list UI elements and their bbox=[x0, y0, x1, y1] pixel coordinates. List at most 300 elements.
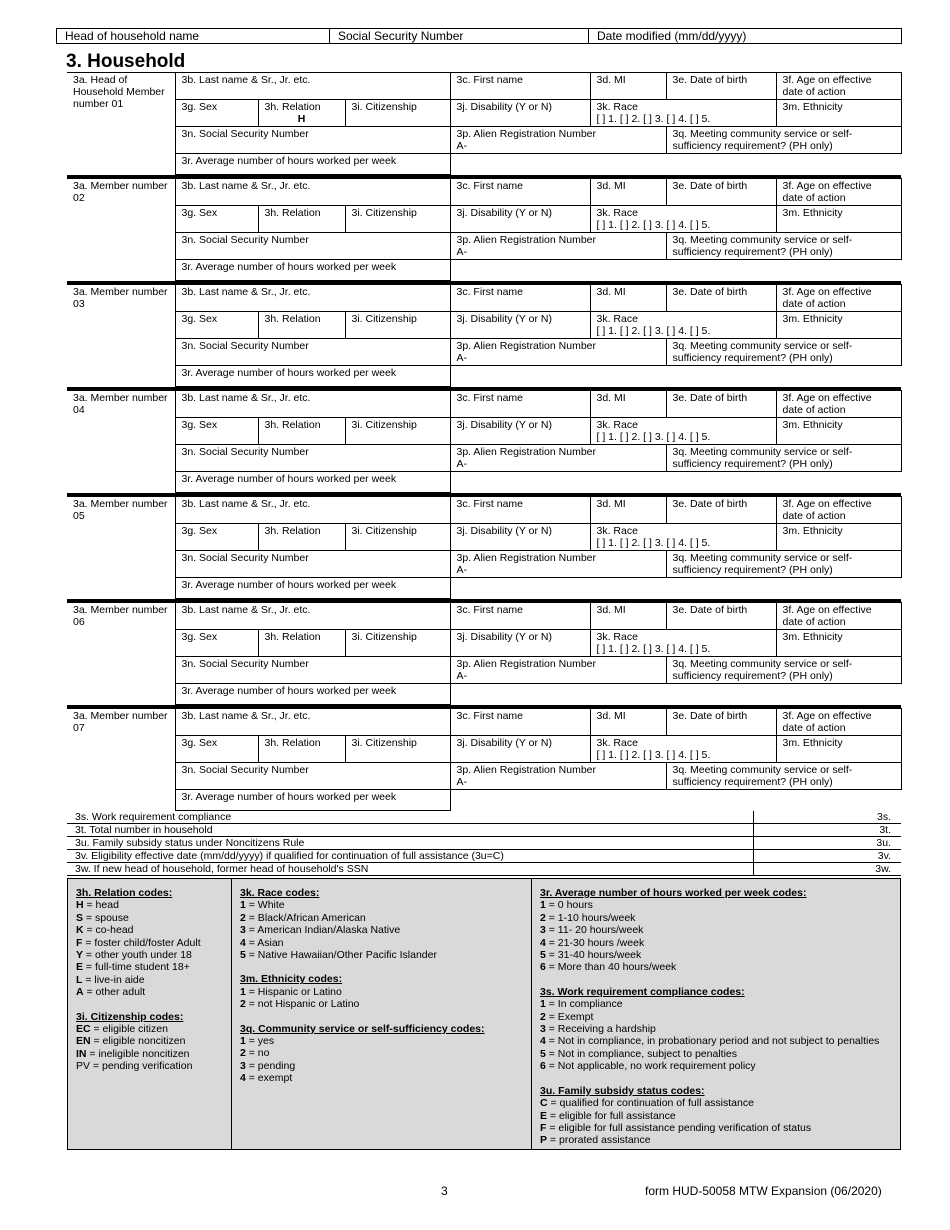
relation-code-item bbox=[76, 949, 223, 961]
age-field[interactable]: 3f. Age on effective date of action bbox=[776, 391, 901, 418]
relation-field[interactable] bbox=[258, 736, 345, 763]
disability-field[interactable]: 3j. Disability (Y or N) bbox=[450, 630, 590, 657]
code-key: 1 bbox=[240, 1035, 246, 1048]
alien-registration-label: 3p. Alien Registration Number bbox=[456, 234, 596, 246]
citizenship-field[interactable]: 3i. Citizenship bbox=[345, 524, 450, 551]
code-desc: = exempt bbox=[245, 1072, 293, 1085]
code-key: E bbox=[76, 961, 84, 974]
code-desc: = More than 40 hours/week bbox=[545, 961, 677, 974]
work-code-item bbox=[540, 998, 892, 1010]
last-name-field[interactable]: 3b. Last name & Sr., Jr. etc. bbox=[175, 391, 450, 418]
code-desc: = eligible for full assistance pending verification of status bbox=[546, 1121, 812, 1134]
summary-label: 3v. Eligibility effective date (mm/dd/yyyy) if qualified for continuation of full assistance (3u=C) bbox=[67, 850, 754, 863]
date-modified-field[interactable]: Date modified (mm/dd/yyyy) bbox=[597, 29, 747, 43]
first-name-field[interactable]: 3c. First name bbox=[450, 285, 590, 312]
code-key: P bbox=[540, 1134, 548, 1147]
citizenship-field[interactable]: 3i. Citizenship bbox=[345, 100, 450, 127]
race-code-item bbox=[240, 899, 523, 911]
code-desc: = 11- 20 hours/week bbox=[545, 924, 644, 937]
community-service-field[interactable]: 3q. Meeting community service or self-sufficiency requirement? (PH only) bbox=[666, 551, 901, 578]
member-block bbox=[67, 72, 901, 175]
code-desc: = other adult bbox=[83, 986, 146, 999]
code-desc: = head bbox=[83, 899, 119, 912]
race-code-item bbox=[240, 924, 523, 936]
code-desc: = eligible for full assistance bbox=[547, 1109, 676, 1122]
code-key: 2 bbox=[240, 1047, 246, 1060]
last-name-field[interactable]: 3b. Last name & Sr., Jr. etc. bbox=[175, 285, 450, 312]
blank-cell bbox=[450, 472, 901, 493]
age-field[interactable]: 3f. Age on effective date of action bbox=[776, 285, 901, 312]
summary-row bbox=[67, 850, 901, 863]
citizenship-field[interactable]: 3i. Citizenship bbox=[345, 630, 450, 657]
relation-field[interactable] bbox=[258, 206, 345, 233]
age-field[interactable]: 3f. Age on effective date of action bbox=[776, 709, 901, 736]
ethnicity-field[interactable]: 3m. Ethnicity bbox=[776, 418, 901, 445]
alien-registration-field[interactable] bbox=[450, 551, 666, 578]
code-desc: = Not in compliance, in probationary period and not subject to penalties bbox=[545, 1035, 880, 1048]
mi-field[interactable]: 3d. MI bbox=[590, 179, 666, 206]
ssn-member-field[interactable]: 3n. Social Security Number bbox=[175, 339, 450, 366]
race-label: 3k. Race bbox=[596, 525, 638, 537]
code-key: EC bbox=[76, 1023, 91, 1036]
codes-legend bbox=[67, 878, 901, 1150]
code-key: 1 bbox=[240, 985, 246, 998]
alien-registration-field[interactable] bbox=[450, 233, 666, 260]
code-key: S bbox=[76, 911, 84, 924]
code-desc: = Exempt bbox=[545, 1010, 594, 1023]
code-desc: = ineligible noncitizen bbox=[86, 1047, 190, 1060]
ssn-member-field[interactable]: 3n. Social Security Number bbox=[175, 127, 450, 154]
sex-field[interactable]: 3g. Sex bbox=[175, 630, 258, 657]
disability-field[interactable]: 3j. Disability (Y or N) bbox=[450, 418, 590, 445]
dob-field[interactable]: 3e. Date of birth bbox=[666, 179, 776, 206]
sex-field[interactable]: 3g. Sex bbox=[175, 206, 258, 233]
member-number-label: 3a. Head of Household Member number 01 bbox=[67, 73, 175, 175]
alien-prefix: A- bbox=[456, 140, 467, 152]
first-name-field[interactable]: 3c. First name bbox=[450, 603, 590, 630]
race-checkboxes[interactable]: [ ] 1. [ ] 2. [ ] 3. [ ] 4. [ ] 5. bbox=[596, 219, 711, 231]
community-code-item bbox=[240, 1047, 523, 1059]
relation-field[interactable] bbox=[258, 312, 345, 339]
ssn-field[interactable]: Social Security Number bbox=[330, 29, 589, 43]
member-number-label: 3a. Member number 06 bbox=[67, 603, 175, 705]
summary-label: 3u. Family subsidy status under Noncitizens Rule bbox=[67, 837, 754, 850]
dob-field[interactable]: 3e. Date of birth bbox=[666, 391, 776, 418]
last-name-field[interactable]: 3b. Last name & Sr., Jr. etc. bbox=[175, 179, 450, 206]
race-field[interactable] bbox=[590, 736, 776, 763]
disability-field[interactable]: 3j. Disability (Y or N) bbox=[450, 312, 590, 339]
code-desc: = eligible citizen bbox=[90, 1023, 168, 1036]
first-name-field[interactable]: 3c. First name bbox=[450, 391, 590, 418]
age-field[interactable]: 3f. Age on effective date of action bbox=[776, 603, 901, 630]
citizenship-code-item bbox=[76, 1048, 223, 1060]
code-desc: = full-time student 18+ bbox=[83, 961, 190, 974]
subsidy-code-item bbox=[540, 1097, 892, 1109]
code-desc: = White bbox=[245, 899, 285, 912]
race-checkboxes[interactable]: [ ] 1. [ ] 2. [ ] 3. [ ] 4. [ ] 5. bbox=[596, 643, 711, 655]
hours-worked-field[interactable]: 3r. Average number of hours worked per week bbox=[175, 472, 450, 493]
code-desc: = Hispanic or Latino bbox=[245, 985, 342, 998]
ssn-member-field[interactable]: 3n. Social Security Number bbox=[175, 763, 450, 790]
summary-label: 3w. If new head of household, former head of household's SSN bbox=[67, 863, 754, 876]
sex-field[interactable]: 3g. Sex bbox=[175, 736, 258, 763]
race-label: 3k. Race bbox=[596, 419, 638, 431]
race-field[interactable] bbox=[590, 100, 776, 127]
code-key: 1 bbox=[540, 998, 546, 1011]
race-code-item bbox=[240, 937, 523, 949]
first-name-field[interactable]: 3c. First name bbox=[450, 497, 590, 524]
codes-column-2 bbox=[231, 879, 531, 1149]
hours-worked-field[interactable]: 3r. Average number of hours worked per week bbox=[175, 366, 450, 387]
form-id: form HUD-50058 MTW Expansion (06/2020) bbox=[645, 1184, 882, 1198]
codes-column-1 bbox=[68, 879, 231, 1149]
code-key: E bbox=[540, 1109, 548, 1122]
mi-field[interactable]: 3d. MI bbox=[590, 603, 666, 630]
disability-field[interactable]: 3j. Disability (Y or N) bbox=[450, 100, 590, 127]
relation-label: 3h. Relation bbox=[264, 419, 321, 431]
dob-field[interactable]: 3e. Date of birth bbox=[666, 497, 776, 524]
member-block bbox=[67, 284, 901, 387]
citizenship-code-item bbox=[76, 1035, 223, 1047]
member-block bbox=[67, 390, 901, 493]
code-key: 2 bbox=[240, 911, 246, 924]
code-key: 5 bbox=[240, 949, 246, 962]
race-field[interactable] bbox=[590, 312, 776, 339]
code-key: L bbox=[76, 973, 83, 986]
first-name-field[interactable]: 3c. First name bbox=[450, 179, 590, 206]
race-label: 3k. Race bbox=[596, 313, 638, 325]
dob-field[interactable]: 3e. Date of birth bbox=[666, 709, 776, 736]
code-key: A bbox=[76, 986, 84, 999]
alien-registration-field[interactable] bbox=[450, 445, 666, 472]
community-service-field[interactable]: 3q. Meeting community service or self-sufficiency requirement? (PH only) bbox=[666, 339, 901, 366]
hours-code-item bbox=[540, 899, 892, 911]
community-service-field[interactable]: 3q. Meeting community service or self-sufficiency requirement? (PH only) bbox=[666, 233, 901, 260]
relation-code-item bbox=[76, 899, 223, 911]
sex-field[interactable]: 3g. Sex bbox=[175, 418, 258, 445]
citizenship-field[interactable]: 3i. Citizenship bbox=[345, 418, 450, 445]
code-key: 4 bbox=[240, 1072, 246, 1085]
race-field[interactable] bbox=[590, 524, 776, 551]
alien-registration-label: 3p. Alien Registration Number bbox=[456, 128, 596, 140]
community-code-item bbox=[240, 1035, 523, 1047]
relation-field[interactable] bbox=[258, 418, 345, 445]
subsidy-codes-title: 3u. Family subsidy status codes: bbox=[540, 1084, 705, 1097]
blank-cell bbox=[450, 154, 901, 175]
last-name-field[interactable]: 3b. Last name & Sr., Jr. etc. bbox=[175, 603, 450, 630]
member-block bbox=[67, 602, 901, 705]
mi-field[interactable]: 3d. MI bbox=[590, 391, 666, 418]
relation-code-item bbox=[76, 961, 223, 973]
summary-row bbox=[67, 863, 901, 876]
code-key: 5 bbox=[540, 949, 546, 962]
code-desc: = Asian bbox=[245, 936, 284, 949]
code-desc: = no bbox=[245, 1047, 270, 1060]
code-desc: = other youth under 18 bbox=[83, 949, 192, 962]
ssn-member-field[interactable]: 3n. Social Security Number bbox=[175, 445, 450, 472]
summary-input[interactable]: 3s. bbox=[754, 811, 902, 824]
alien-registration-field[interactable] bbox=[450, 127, 666, 154]
alien-registration-label: 3p. Alien Registration Number bbox=[456, 658, 596, 670]
last-name-field[interactable]: 3b. Last name & Sr., Jr. etc. bbox=[175, 497, 450, 524]
race-code-item bbox=[240, 949, 523, 961]
relation-value: H bbox=[297, 113, 306, 125]
code-desc: = yes bbox=[245, 1035, 275, 1048]
alien-registration-label: 3p. Alien Registration Number bbox=[456, 446, 596, 458]
code-key: 1 bbox=[540, 899, 546, 912]
relation-label: 3h. Relation bbox=[264, 207, 321, 219]
subsidy-code-item bbox=[540, 1110, 892, 1122]
race-checkboxes[interactable]: [ ] 1. [ ] 2. [ ] 3. [ ] 4. [ ] 5. bbox=[596, 749, 711, 761]
code-desc: = 31-40 hours/week bbox=[545, 949, 642, 962]
ssn-member-field[interactable]: 3n. Social Security Number bbox=[175, 551, 450, 578]
alien-registration-field[interactable] bbox=[450, 763, 666, 790]
member-number-label: 3a. Member number 07 bbox=[67, 709, 175, 811]
hours-codes-title: 3r. Average number of hours worked per week codes: bbox=[540, 887, 807, 899]
sex-field[interactable]: 3g. Sex bbox=[175, 312, 258, 339]
citizenship-code-item bbox=[76, 1023, 223, 1035]
alien-registration-field[interactable] bbox=[450, 339, 666, 366]
community-service-field[interactable]: 3q. Meeting community service or self-sufficiency requirement? (PH only) bbox=[666, 445, 901, 472]
summary-input[interactable]: 3u. bbox=[754, 837, 902, 850]
hours-code-item bbox=[540, 924, 892, 936]
relation-field[interactable] bbox=[258, 630, 345, 657]
code-desc: = not Hispanic or Latino bbox=[245, 998, 360, 1011]
work-code-item bbox=[540, 1023, 892, 1035]
household-summary bbox=[67, 811, 901, 876]
last-name-field[interactable]: 3b. Last name & Sr., Jr. etc. bbox=[175, 709, 450, 736]
code-desc: = live-in aide bbox=[82, 973, 145, 986]
ethnicity-field[interactable]: 3m. Ethnicity bbox=[776, 312, 901, 339]
ssn-member-field[interactable]: 3n. Social Security Number bbox=[175, 657, 450, 684]
code-desc: = 21-30 hours /week bbox=[545, 936, 645, 949]
race-field[interactable] bbox=[590, 418, 776, 445]
head-of-household-name-field[interactable]: Head of household name bbox=[57, 29, 330, 43]
relation-code-item bbox=[76, 937, 223, 949]
code-desc: = Receiving a hardship bbox=[545, 1023, 656, 1036]
age-field[interactable]: 3f. Age on effective date of action bbox=[776, 179, 901, 206]
code-key: IN bbox=[76, 1047, 87, 1060]
ethnicity-codes-title: 3m. Ethnicity codes: bbox=[240, 973, 343, 986]
mi-field[interactable]: 3d. MI bbox=[590, 73, 666, 100]
age-field[interactable]: 3f. Age on effective date of action bbox=[776, 497, 901, 524]
alien-registration-label: 3p. Alien Registration Number bbox=[456, 764, 596, 776]
citizenship-code-item bbox=[76, 1060, 223, 1072]
race-label: 3k. Race bbox=[596, 737, 638, 749]
alien-registration-label: 3p. Alien Registration Number bbox=[456, 552, 596, 564]
race-checkboxes[interactable]: [ ] 1. [ ] 2. [ ] 3. [ ] 4. [ ] 5. bbox=[596, 113, 711, 125]
community-service-field[interactable]: 3q. Meeting community service or self-sufficiency requirement? (PH only) bbox=[666, 657, 901, 684]
dob-field[interactable]: 3e. Date of birth bbox=[666, 285, 776, 312]
ssn-member-field[interactable]: 3n. Social Security Number bbox=[175, 233, 450, 260]
ethnicity-field[interactable]: 3m. Ethnicity bbox=[776, 100, 901, 127]
code-key: H bbox=[76, 899, 84, 912]
relation-code-item bbox=[76, 974, 223, 986]
summary-row bbox=[67, 837, 901, 850]
race-checkboxes[interactable]: [ ] 1. [ ] 2. [ ] 3. [ ] 4. [ ] 5. bbox=[596, 537, 711, 549]
alien-prefix: A- bbox=[456, 776, 467, 788]
relation-code-item bbox=[76, 986, 223, 998]
subsidy-code-item bbox=[540, 1134, 892, 1146]
race-label: 3k. Race bbox=[596, 101, 638, 113]
alien-prefix: A- bbox=[456, 246, 467, 258]
code-desc: = Not applicable, no work requirement policy bbox=[545, 1060, 756, 1073]
relation-label: 3h. Relation bbox=[264, 631, 321, 643]
summary-label: 3s. Work requirement compliance bbox=[67, 811, 754, 824]
alien-prefix: A- bbox=[456, 670, 467, 682]
member-number-label: 3a. Member number 05 bbox=[67, 497, 175, 599]
member-number-label: 3a. Member number 02 bbox=[67, 179, 175, 281]
code-desc: PV = pending verification bbox=[76, 1060, 193, 1073]
race-checkboxes[interactable]: [ ] 1. [ ] 2. [ ] 3. [ ] 4. [ ] 5. bbox=[596, 325, 711, 337]
citizenship-codes-title: 3i. Citizenship codes: bbox=[76, 1010, 184, 1023]
work-code-item bbox=[540, 1035, 892, 1047]
last-name-field[interactable]: 3b. Last name & Sr., Jr. etc. bbox=[175, 73, 450, 100]
sex-field[interactable]: 3g. Sex bbox=[175, 100, 258, 127]
code-key: C bbox=[540, 1097, 548, 1110]
race-field[interactable] bbox=[590, 206, 776, 233]
code-key: K bbox=[76, 924, 84, 937]
codes-column-3 bbox=[531, 879, 900, 1149]
sex-field[interactable]: 3g. Sex bbox=[175, 524, 258, 551]
code-key: F bbox=[540, 1121, 547, 1134]
hours-worked-field[interactable]: 3r. Average number of hours worked per week bbox=[175, 790, 450, 811]
age-field[interactable]: 3f. Age on effective date of action bbox=[776, 73, 901, 100]
code-key: F bbox=[76, 936, 83, 949]
disability-field[interactable]: 3j. Disability (Y or N) bbox=[450, 206, 590, 233]
mi-field[interactable]: 3d. MI bbox=[590, 709, 666, 736]
blank-cell bbox=[450, 578, 901, 599]
race-label: 3k. Race bbox=[596, 207, 638, 219]
summary-row bbox=[67, 824, 901, 837]
subsidy-code-item bbox=[540, 1122, 892, 1134]
ethnicity-field[interactable]: 3m. Ethnicity bbox=[776, 736, 901, 763]
code-desc: = co-head bbox=[83, 924, 134, 937]
code-key: 5 bbox=[540, 1047, 546, 1060]
hours-worked-field[interactable]: 3r. Average number of hours worked per week bbox=[175, 260, 450, 281]
work-codes-title: 3s. Work requirement compliance codes: bbox=[540, 985, 745, 998]
relation-label: 3h. Relation bbox=[264, 525, 321, 537]
disability-field[interactable]: 3j. Disability (Y or N) bbox=[450, 524, 590, 551]
code-desc: = 0 hours bbox=[545, 899, 593, 912]
citizenship-field[interactable]: 3i. Citizenship bbox=[345, 206, 450, 233]
work-code-item bbox=[540, 1011, 892, 1023]
blank-cell bbox=[450, 684, 901, 705]
community-codes-title: 3q. Community service or self-sufficiency codes: bbox=[240, 1022, 485, 1035]
member-number-label: 3a. Member number 03 bbox=[67, 285, 175, 387]
code-desc: = pending bbox=[245, 1059, 296, 1072]
code-key: 2 bbox=[540, 911, 546, 924]
relation-field[interactable] bbox=[258, 100, 345, 127]
header-bar bbox=[56, 28, 902, 44]
code-key: 6 bbox=[540, 1060, 546, 1073]
first-name-field[interactable]: 3c. First name bbox=[450, 73, 590, 100]
alien-prefix: A- bbox=[456, 352, 467, 364]
code-key: 3 bbox=[540, 924, 546, 937]
race-label: 3k. Race bbox=[596, 631, 638, 643]
code-key: 6 bbox=[540, 961, 546, 974]
code-desc: = Not in compliance, subject to penalties bbox=[545, 1047, 737, 1060]
member-block bbox=[67, 496, 901, 599]
hours-worked-field[interactable]: 3r. Average number of hours worked per week bbox=[175, 684, 450, 705]
relation-field[interactable] bbox=[258, 524, 345, 551]
code-key: EN bbox=[76, 1035, 91, 1048]
blank-cell bbox=[450, 260, 901, 281]
race-field[interactable] bbox=[590, 630, 776, 657]
disability-field[interactable]: 3j. Disability (Y or N) bbox=[450, 736, 590, 763]
relation-code-item bbox=[76, 924, 223, 936]
work-code-item bbox=[540, 1048, 892, 1060]
code-key: 3 bbox=[540, 1023, 546, 1036]
section-title: 3. Household bbox=[66, 51, 186, 72]
race-checkboxes[interactable]: [ ] 1. [ ] 2. [ ] 3. [ ] 4. [ ] 5. bbox=[596, 431, 711, 443]
summary-input[interactable]: 3w. bbox=[754, 863, 902, 876]
alien-prefix: A- bbox=[456, 458, 467, 470]
dob-field[interactable]: 3e. Date of birth bbox=[666, 73, 776, 100]
code-key: 3 bbox=[240, 924, 246, 937]
alien-prefix: A- bbox=[456, 564, 467, 576]
alien-registration-field[interactable] bbox=[450, 657, 666, 684]
ethnicity-code-item bbox=[240, 998, 523, 1010]
ethnicity-field[interactable]: 3m. Ethnicity bbox=[776, 630, 901, 657]
code-desc: = prorated assistance bbox=[547, 1134, 651, 1147]
relation-label: 3h. Relation bbox=[264, 101, 321, 113]
citizenship-field[interactable]: 3i. Citizenship bbox=[345, 736, 450, 763]
work-code-item bbox=[540, 1060, 892, 1072]
community-code-item bbox=[240, 1072, 523, 1084]
community-service-field[interactable]: 3q. Meeting community service or self-sufficiency requirement? (PH only) bbox=[666, 127, 901, 154]
code-key: Y bbox=[76, 949, 84, 962]
ethnicity-field[interactable]: 3m. Ethnicity bbox=[776, 206, 901, 233]
community-code-item bbox=[240, 1060, 523, 1072]
summary-input[interactable]: 3v. bbox=[754, 850, 902, 863]
hours-worked-field[interactable]: 3r. Average number of hours worked per week bbox=[175, 154, 450, 175]
code-key: 2 bbox=[240, 998, 246, 1011]
relation-label: 3h. Relation bbox=[264, 313, 321, 325]
hours-worked-field[interactable]: 3r. Average number of hours worked per week bbox=[175, 578, 450, 599]
code-desc: = eligible noncitizen bbox=[90, 1035, 186, 1048]
summary-row bbox=[67, 811, 901, 824]
hours-code-item bbox=[540, 949, 892, 961]
citizenship-field[interactable]: 3i. Citizenship bbox=[345, 312, 450, 339]
code-desc: = Black/African American bbox=[245, 911, 366, 924]
mi-field[interactable]: 3d. MI bbox=[590, 497, 666, 524]
page-number: 3 bbox=[441, 1184, 448, 1198]
member-block bbox=[67, 708, 901, 811]
first-name-field[interactable]: 3c. First name bbox=[450, 709, 590, 736]
code-key: 4 bbox=[240, 936, 246, 949]
mi-field[interactable]: 3d. MI bbox=[590, 285, 666, 312]
hours-code-item bbox=[540, 937, 892, 949]
relation-codes-title: 3h. Relation codes: bbox=[76, 887, 173, 899]
code-desc: = qualified for continuation of full assistance bbox=[547, 1097, 754, 1110]
code-key: 4 bbox=[540, 936, 546, 949]
code-key: 1 bbox=[240, 899, 246, 912]
code-desc: = 1-10 hours/week bbox=[545, 911, 636, 924]
code-desc: = foster child/foster Adult bbox=[82, 936, 201, 949]
dob-field[interactable]: 3e. Date of birth bbox=[666, 603, 776, 630]
blank-cell bbox=[450, 366, 901, 387]
code-key: 4 bbox=[540, 1035, 546, 1048]
code-desc: = spouse bbox=[83, 911, 129, 924]
ethnicity-field[interactable]: 3m. Ethnicity bbox=[776, 524, 901, 551]
summary-input[interactable]: 3t. bbox=[754, 824, 902, 837]
community-service-field[interactable]: 3q. Meeting community service or self-sufficiency requirement? (PH only) bbox=[666, 763, 901, 790]
code-desc: = American Indian/Alaska Native bbox=[245, 924, 401, 937]
race-code-item bbox=[240, 912, 523, 924]
code-key: 3 bbox=[240, 1059, 246, 1072]
alien-registration-label: 3p. Alien Registration Number bbox=[456, 340, 596, 352]
